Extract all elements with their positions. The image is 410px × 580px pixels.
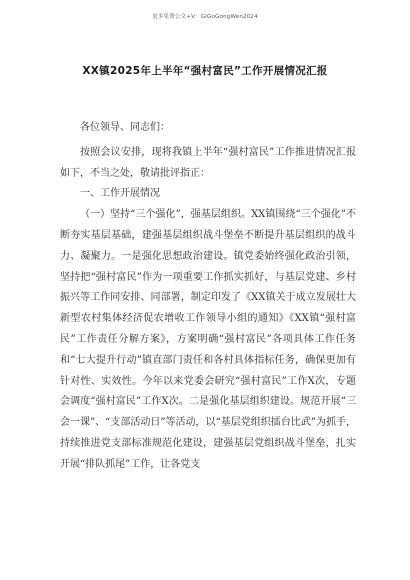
- body-paragraph: （一）坚持“三个强化”，强基层组织。XX镇围绕“三个强化”不断夯实基层基础，建强基层组织战斗堡垒不断提升基层组织的战斗力、凝聚力。一是强化思想政治建设。镇党委始终强化政治引领，坚持把“强村富民”作为一项重要工作抓实抓好，与基层党建、乡村振兴等工作同安排、同部署，制定印发了《XX镇关于成立发展壮大新型农村集体经济促农增收工作领导小组的通知》《XX镇“强村富民”工作责任分解方案》，方案明确“强村富民”各项具体工作任务和“七大提升行动”镇直部门责任和各村具体指标任务，确保更加有针对性、实效性。今年以来党委会研究“强村富民”工作X次，专题会调度“强村富民”工作X次。二是强化基层组织建设。规范开展“三会一课”、“支部活动日”等活动，以“基层党组织擂台比武”为抓手，持续推进党支部标准规范化建设，建强基层党组织战斗堡垒，扎实开展“排队抓尾”工作，让各党支: [60, 209, 356, 470]
- document-body: [60, 118, 356, 476]
- document-title: XX镇2025年上半年“强村富民”工作开展情况汇报: [82, 65, 328, 77]
- header-note: 更多免费公文+V：GiGoGongWen2024: [152, 14, 258, 20]
- section-heading: 一、工作开展情况: [80, 188, 160, 200]
- salutation: 各位领导、同志们：: [80, 122, 170, 133]
- intro-paragraph: 按照会议安排，现将我镇上半年“强村富民”工作推进情况汇报如下，不当之处，敬请批评指正：: [60, 146, 356, 179]
